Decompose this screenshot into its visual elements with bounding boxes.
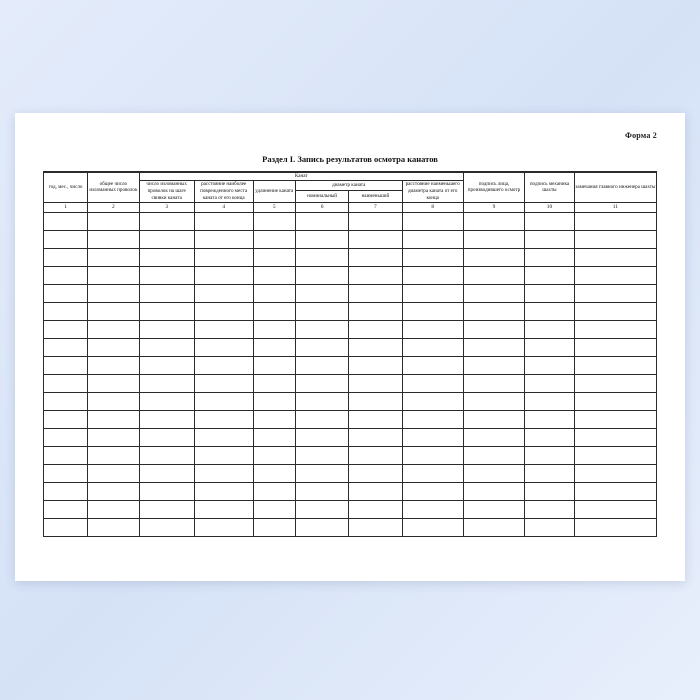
table-cell[interactable] [253,266,295,284]
table-row [44,212,657,230]
table-cell[interactable] [139,410,194,428]
table-head [44,173,657,213]
table-cell[interactable] [402,320,463,338]
col-number-1: 1 [44,202,88,212]
table-cell[interactable] [139,518,194,536]
table-cell[interactable] [194,518,253,536]
table-cell[interactable] [349,266,402,284]
table-cell[interactable] [139,284,194,302]
table-cell[interactable] [463,230,524,248]
table-cell[interactable] [402,392,463,410]
table-cell[interactable] [525,446,575,464]
rope-inspection-table [43,172,657,537]
table-cell[interactable] [463,284,524,302]
table-cell[interactable] [525,266,575,284]
table-cell[interactable] [295,302,348,320]
table-cell[interactable] [139,230,194,248]
table-cell[interactable] [295,248,348,266]
table-cell[interactable] [139,320,194,338]
table-cell[interactable] [194,230,253,248]
document-page [15,113,685,581]
table-cell[interactable] [295,284,348,302]
table-cell[interactable] [253,392,295,410]
group-header-row-1 [44,173,657,181]
table-cell[interactable] [463,320,524,338]
table-cell[interactable] [139,302,194,320]
table-cell[interactable] [253,248,295,266]
table-cell[interactable] [463,356,524,374]
table-cell[interactable] [349,284,402,302]
table-cell[interactable] [463,392,524,410]
table-cell[interactable] [349,374,402,392]
table-cell[interactable] [525,392,575,410]
table-cell[interactable] [402,446,463,464]
table-cell[interactable] [463,248,524,266]
table-cell[interactable] [463,464,524,482]
table-cell[interactable] [295,356,348,374]
table-cell[interactable] [44,230,88,248]
table-cell[interactable] [349,428,402,446]
table-cell[interactable] [525,338,575,356]
table-cell[interactable] [525,284,575,302]
table-row [44,500,657,518]
table-cell[interactable] [44,266,88,284]
table-cell[interactable] [574,338,656,356]
col-header-10: подпись механика шахты [525,173,575,203]
table-cell[interactable] [88,518,139,536]
table-row [44,356,657,374]
table-cell[interactable] [349,230,402,248]
table-row [44,482,657,500]
table-cell[interactable] [402,338,463,356]
table-cell[interactable] [194,374,253,392]
table-cell[interactable] [88,464,139,482]
col-header-7: наименьший [349,191,402,202]
table-row [44,392,657,410]
table-cell[interactable] [463,266,524,284]
col-number-6: 6 [295,202,348,212]
table-cell[interactable] [194,464,253,482]
col-header-8: расстояние наименьшего диаметра каната от его конца [402,180,463,202]
table-cell[interactable] [44,482,88,500]
page-title: Раздел I. Запись результатов осмотра канатов [262,154,438,164]
table-cell[interactable] [253,302,295,320]
table-cell[interactable] [139,428,194,446]
table-cell[interactable] [295,338,348,356]
group-header-rope: Канат [139,173,463,181]
table-cell[interactable] [349,446,402,464]
table-cell[interactable] [525,482,575,500]
table-cell[interactable] [463,482,524,500]
table-row [44,464,657,482]
table-cell[interactable] [402,482,463,500]
table-row [44,410,657,428]
table-cell[interactable] [349,392,402,410]
form-number-label: Форма 2 [625,131,657,140]
table-cell[interactable] [44,500,88,518]
table-cell[interactable] [139,500,194,518]
table-cell[interactable] [253,212,295,230]
table-cell[interactable] [139,248,194,266]
table-cell[interactable] [44,212,88,230]
table-row [44,518,657,536]
table-cell[interactable] [88,338,139,356]
table-cell[interactable] [463,374,524,392]
col-number-4: 4 [194,202,253,212]
table-row [44,446,657,464]
table-cell[interactable] [88,320,139,338]
table-cell[interactable] [295,500,348,518]
table-cell[interactable] [525,248,575,266]
table-cell[interactable] [295,464,348,482]
table-cell[interactable] [402,266,463,284]
table-cell[interactable] [525,302,575,320]
table-cell[interactable] [253,356,295,374]
table-cell[interactable] [88,500,139,518]
table-row [44,320,657,338]
table-cell[interactable] [88,482,139,500]
table-cell[interactable] [295,212,348,230]
table-cell[interactable] [44,518,88,536]
table-cell[interactable] [349,248,402,266]
table-cell[interactable] [402,230,463,248]
table-cell[interactable] [525,212,575,230]
table-cell[interactable] [295,428,348,446]
table-cell[interactable] [194,446,253,464]
table-cell[interactable] [525,374,575,392]
table-cell[interactable] [253,338,295,356]
table-cell[interactable] [295,446,348,464]
table-cell[interactable] [88,428,139,446]
col-header-9: подпись лица, производившего осмотр [463,173,524,203]
table-cell[interactable] [194,500,253,518]
col-header-11: замечания главного инженера шахты [574,173,656,203]
col-header-3: число изломанных проволок на шаге свивки каната [139,180,194,202]
table-cell[interactable] [525,410,575,428]
table-cell[interactable] [525,320,575,338]
table-cell[interactable] [574,374,656,392]
table-cell[interactable] [574,266,656,284]
table-cell[interactable] [88,374,139,392]
table-cell[interactable] [525,500,575,518]
col-number-5: 5 [253,202,295,212]
table-cell[interactable] [88,230,139,248]
table-cell[interactable] [44,428,88,446]
table-cell[interactable] [402,518,463,536]
table-cell[interactable] [88,446,139,464]
table-cell[interactable] [574,356,656,374]
table-cell[interactable] [139,212,194,230]
table-cell[interactable] [574,230,656,248]
table-row [44,374,657,392]
table-cell[interactable] [139,392,194,410]
table-cell[interactable] [402,302,463,320]
table-cell[interactable] [463,428,524,446]
table-cell[interactable] [295,320,348,338]
table-cell[interactable] [574,320,656,338]
table-cell[interactable] [194,248,253,266]
table-body [44,212,657,536]
col-number-8: 8 [402,202,463,212]
table-cell[interactable] [44,284,88,302]
table-cell[interactable] [88,248,139,266]
table-row [44,248,657,266]
table-cell[interactable] [253,482,295,500]
table-cell[interactable] [349,338,402,356]
table-cell[interactable] [253,500,295,518]
table-cell[interactable] [139,446,194,464]
table-cell[interactable] [253,410,295,428]
col-number-7: 7 [349,202,402,212]
table-cell[interactable] [194,266,253,284]
col-header-6: номинальный [295,191,348,202]
col-header-5: удлинение каната [253,180,295,202]
table-cell[interactable] [139,356,194,374]
table-cell[interactable] [253,230,295,248]
table-cell[interactable] [463,410,524,428]
table-cell[interactable] [463,338,524,356]
table-cell[interactable] [253,446,295,464]
table-cell[interactable] [295,266,348,284]
table-cell[interactable] [194,392,253,410]
table-cell[interactable] [88,392,139,410]
table-cell[interactable] [194,338,253,356]
table-cell[interactable] [349,302,402,320]
table-cell[interactable] [402,374,463,392]
table-cell[interactable] [44,392,88,410]
table-cell[interactable] [574,302,656,320]
table-cell[interactable] [574,482,656,500]
table-cell[interactable] [253,428,295,446]
table-cell[interactable] [402,464,463,482]
col-number-3: 3 [139,202,194,212]
table-cell[interactable] [349,212,402,230]
table-cell[interactable] [574,410,656,428]
table-cell[interactable] [44,464,88,482]
table-cell[interactable] [139,338,194,356]
table-cell[interactable] [295,410,348,428]
table-cell[interactable] [194,212,253,230]
column-number-row [44,202,657,212]
col-header-4: расстояние наиболее поврежденного места каната от его конца [194,180,253,202]
table-row [44,284,657,302]
table-cell[interactable] [402,212,463,230]
col-number-10: 10 [525,202,575,212]
table-cell[interactable] [253,374,295,392]
col-number-11: 11 [574,202,656,212]
table-cell[interactable] [525,518,575,536]
table-cell[interactable] [525,356,575,374]
col-header-1: год, мес., число [44,173,88,203]
table-cell[interactable] [525,464,575,482]
table-cell[interactable] [139,482,194,500]
table-cell[interactable] [525,230,575,248]
table-cell[interactable] [349,356,402,374]
table-cell[interactable] [194,284,253,302]
table-cell[interactable] [44,410,88,428]
table-cell[interactable] [88,266,139,284]
table-cell[interactable] [44,356,88,374]
table-cell[interactable] [574,518,656,536]
table-cell[interactable] [88,356,139,374]
table-cell[interactable] [253,464,295,482]
table-cell[interactable] [463,518,524,536]
table-cell[interactable] [88,212,139,230]
table-cell[interactable] [44,320,88,338]
table-row [44,266,657,284]
table-cell[interactable] [463,500,524,518]
table-cell[interactable] [574,284,656,302]
table-cell[interactable] [574,428,656,446]
table-cell[interactable] [139,374,194,392]
col-number-2: 2 [88,202,139,212]
table-cell[interactable] [463,302,524,320]
table-row [44,428,657,446]
table-cell[interactable] [194,320,253,338]
table-cell[interactable] [44,446,88,464]
table-cell[interactable] [139,464,194,482]
table-cell[interactable] [253,518,295,536]
table-cell[interactable] [574,392,656,410]
group-header-diameter: диаметр каната [295,180,402,191]
table-cell[interactable] [295,518,348,536]
table-cell[interactable] [463,212,524,230]
table-cell[interactable] [194,356,253,374]
table-cell[interactable] [525,428,575,446]
table-cell[interactable] [253,320,295,338]
table-cell[interactable] [44,338,88,356]
table-cell[interactable] [44,374,88,392]
table-cell[interactable] [194,482,253,500]
table-row [44,230,657,248]
table-cell[interactable] [349,320,402,338]
table-cell[interactable] [402,500,463,518]
table-cell[interactable] [402,428,463,446]
table-cell[interactable] [295,374,348,392]
table-cell[interactable] [402,356,463,374]
table-cell[interactable] [44,302,88,320]
table-cell[interactable] [194,410,253,428]
table-cell[interactable] [194,428,253,446]
table-cell[interactable] [295,392,348,410]
table-cell[interactable] [402,248,463,266]
table-cell[interactable] [463,446,524,464]
table-cell[interactable] [349,518,402,536]
table-cell[interactable] [574,212,656,230]
table-cell[interactable] [402,284,463,302]
table-cell[interactable] [574,446,656,464]
table-cell[interactable] [295,482,348,500]
table-cell[interactable] [88,284,139,302]
table-cell[interactable] [402,410,463,428]
col-header-2: общее число изломанных проволок [88,173,139,203]
table-cell[interactable] [349,500,402,518]
table-row [44,338,657,356]
table-cell[interactable] [88,302,139,320]
table-cell[interactable] [349,464,402,482]
col-number-9: 9 [463,202,524,212]
table-cell[interactable] [44,248,88,266]
table-cell[interactable] [88,410,139,428]
table-cell[interactable] [349,410,402,428]
table-cell[interactable] [139,266,194,284]
table-row [44,302,657,320]
table-cell[interactable] [349,482,402,500]
table-cell[interactable] [194,302,253,320]
table-cell[interactable] [574,248,656,266]
table-cell[interactable] [574,500,656,518]
table-cell[interactable] [295,230,348,248]
table-cell[interactable] [574,464,656,482]
table-cell[interactable] [253,284,295,302]
